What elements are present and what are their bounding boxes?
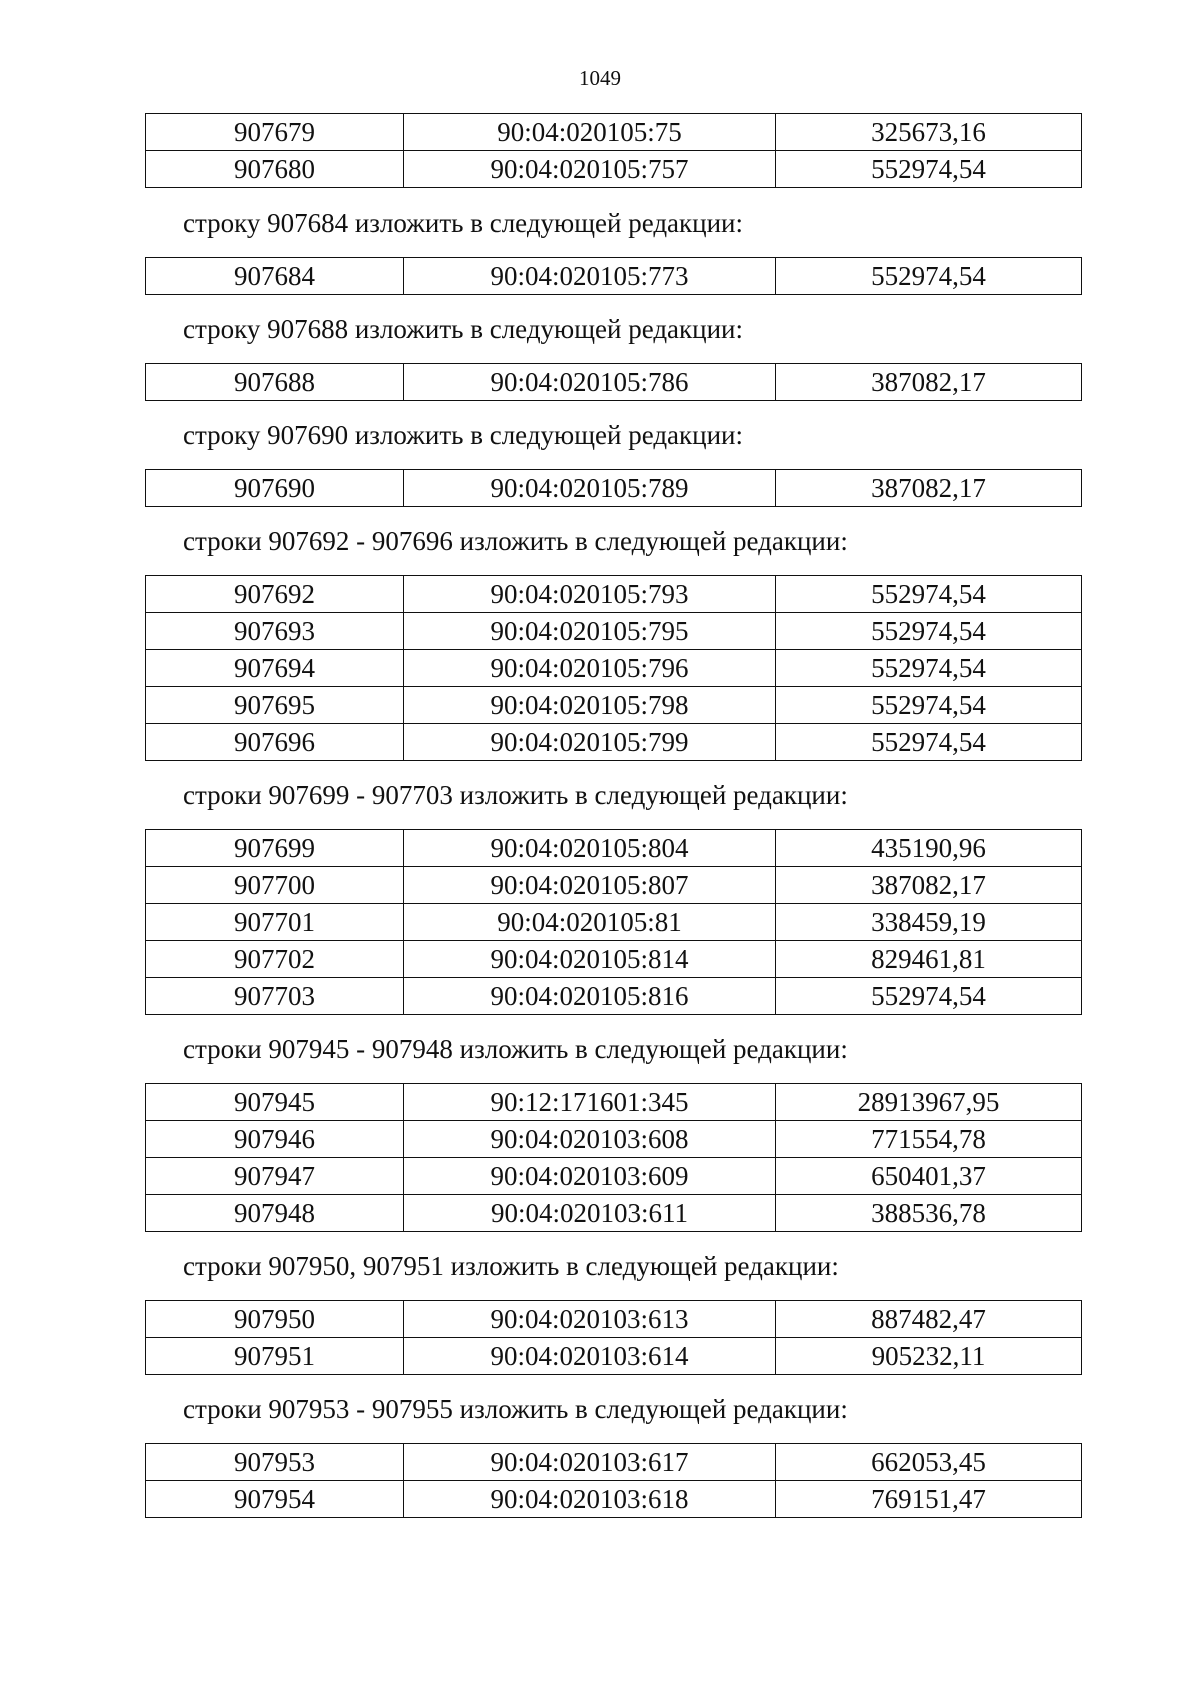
row-number-cell: 907696 <box>146 724 404 761</box>
row-number-cell: 907703 <box>146 978 404 1015</box>
row-number-cell: 907950 <box>146 1301 404 1338</box>
records-table <box>145 469 1082 507</box>
value-cell: 338459,19 <box>776 904 1082 941</box>
value-cell: 650401,37 <box>776 1158 1082 1195</box>
table-row <box>146 364 1082 401</box>
table-row <box>146 1481 1082 1518</box>
value-cell: 552974,54 <box>776 613 1082 650</box>
row-number-cell: 907690 <box>146 470 404 507</box>
cadastral-number-cell: 90:04:020105:773 <box>404 258 776 295</box>
value-cell: 905232,11 <box>776 1338 1082 1375</box>
cadastral-number-cell: 90:04:020105:814 <box>404 941 776 978</box>
row-number-cell: 907688 <box>146 364 404 401</box>
row-number-cell: 907680 <box>146 151 404 188</box>
table-row <box>146 1158 1082 1195</box>
amendment-block <box>145 420 1081 507</box>
value-cell: 325673,16 <box>776 114 1082 151</box>
row-number-cell: 907693 <box>146 613 404 650</box>
cadastral-number-cell: 90:04:020103:609 <box>404 1158 776 1195</box>
amendment-caption: строки 907945 - 907948 изложить в следующей редакции: <box>183 1034 848 1064</box>
table-row <box>146 724 1082 761</box>
cadastral-number-cell: 90:04:020103:611 <box>404 1195 776 1232</box>
table-row <box>146 613 1082 650</box>
amendment-block <box>145 208 1081 295</box>
value-cell: 829461,81 <box>776 941 1082 978</box>
records-table <box>145 829 1082 1015</box>
table-row <box>146 1195 1082 1232</box>
row-number-cell: 907692 <box>146 576 404 613</box>
amendment-block <box>145 526 1081 761</box>
value-cell: 552974,54 <box>776 151 1082 188</box>
row-number-cell: 907953 <box>146 1444 404 1481</box>
cadastral-number-cell: 90:04:020105:798 <box>404 687 776 724</box>
records-table <box>145 1083 1082 1232</box>
value-cell: 387082,17 <box>776 470 1082 507</box>
row-number-cell: 907946 <box>146 1121 404 1158</box>
row-number-cell: 907679 <box>146 114 404 151</box>
table-row <box>146 650 1082 687</box>
cadastral-number-cell: 90:04:020105:793 <box>404 576 776 613</box>
cadastral-number-cell: 90:04:020105:75 <box>404 114 776 151</box>
cadastral-number-cell: 90:04:020105:786 <box>404 364 776 401</box>
records-table <box>145 575 1082 761</box>
amendment-caption: строку 907684 изложить в следующей редакции: <box>183 208 744 238</box>
amendment-block <box>145 314 1081 401</box>
amendment-caption: строку 907690 изложить в следующей редакции: <box>183 420 744 450</box>
cadastral-number-cell: 90:04:020103:608 <box>404 1121 776 1158</box>
row-number-cell: 907954 <box>146 1481 404 1518</box>
amendment-caption: строки 907953 - 907955 изложить в следующей редакции: <box>183 1394 848 1424</box>
table-row <box>146 1301 1082 1338</box>
records-table <box>145 363 1082 401</box>
cadastral-number-cell: 90:04:020105:81 <box>404 904 776 941</box>
value-cell: 552974,54 <box>776 687 1082 724</box>
value-cell: 435190,96 <box>776 830 1082 867</box>
amendment-caption: строку 907688 изложить в следующей редакции: <box>183 314 744 344</box>
table-row <box>146 470 1082 507</box>
amendment-caption: строки 907699 - 907703 изложить в следующей редакции: <box>183 780 848 810</box>
value-cell: 552974,54 <box>776 258 1082 295</box>
amendment-caption: строки 907950, 907951 изложить в следующей редакции: <box>183 1251 839 1281</box>
table-row <box>146 1338 1082 1375</box>
table-row <box>146 1444 1082 1481</box>
cadastral-number-cell: 90:04:020105:757 <box>404 151 776 188</box>
value-cell: 28913967,95 <box>776 1084 1082 1121</box>
records-table <box>145 113 1082 188</box>
table-row <box>146 576 1082 613</box>
cadastral-number-cell: 90:04:020105:804 <box>404 830 776 867</box>
cadastral-number-cell: 90:04:020105:807 <box>404 867 776 904</box>
amendment-block <box>145 1034 1081 1232</box>
value-cell: 552974,54 <box>776 650 1082 687</box>
value-cell: 552974,54 <box>776 978 1082 1015</box>
amendment-block <box>145 1251 1081 1375</box>
table-row <box>146 941 1082 978</box>
cadastral-number-cell: 90:04:020103:613 <box>404 1301 776 1338</box>
value-cell: 769151,47 <box>776 1481 1082 1518</box>
cadastral-number-cell: 90:12:171601:345 <box>404 1084 776 1121</box>
cadastral-number-cell: 90:04:020105:799 <box>404 724 776 761</box>
value-cell: 771554,78 <box>776 1121 1082 1158</box>
row-number-cell: 907699 <box>146 830 404 867</box>
value-cell: 552974,54 <box>776 724 1082 761</box>
table-row <box>146 114 1082 151</box>
value-cell: 388536,78 <box>776 1195 1082 1232</box>
row-number-cell: 907701 <box>146 904 404 941</box>
row-number-cell: 907694 <box>146 650 404 687</box>
cadastral-number-cell: 90:04:020105:789 <box>404 470 776 507</box>
row-number-cell: 907684 <box>146 258 404 295</box>
table-row <box>146 1084 1082 1121</box>
row-number-cell: 907945 <box>146 1084 404 1121</box>
row-number-cell: 907702 <box>146 941 404 978</box>
table-row <box>146 867 1082 904</box>
cadastral-number-cell: 90:04:020105:816 <box>404 978 776 1015</box>
value-cell: 387082,17 <box>776 867 1082 904</box>
records-table <box>145 257 1082 295</box>
row-number-cell: 907951 <box>146 1338 404 1375</box>
row-number-cell: 907948 <box>146 1195 404 1232</box>
table-row <box>146 904 1082 941</box>
amendment-block <box>145 1394 1081 1518</box>
table-row <box>146 687 1082 724</box>
cadastral-number-cell: 90:04:020105:796 <box>404 650 776 687</box>
row-number-cell: 907700 <box>146 867 404 904</box>
table-row <box>146 978 1082 1015</box>
records-table <box>145 1300 1082 1375</box>
records-table <box>145 1443 1082 1518</box>
value-cell: 552974,54 <box>776 576 1082 613</box>
cadastral-number-cell: 90:04:020103:617 <box>404 1444 776 1481</box>
table-row <box>146 830 1082 867</box>
table-row <box>146 258 1082 295</box>
cadastral-number-cell: 90:04:020103:614 <box>404 1338 776 1375</box>
value-cell: 887482,47 <box>776 1301 1082 1338</box>
value-cell: 387082,17 <box>776 364 1082 401</box>
amendment-block <box>145 780 1081 1015</box>
amendment-block <box>145 113 1081 188</box>
row-number-cell: 907695 <box>146 687 404 724</box>
page-number: 1049 <box>579 66 621 90</box>
table-row <box>146 151 1082 188</box>
document-content <box>145 113 1081 1518</box>
table-row <box>146 1121 1082 1158</box>
value-cell: 662053,45 <box>776 1444 1082 1481</box>
cadastral-number-cell: 90:04:020105:795 <box>404 613 776 650</box>
amendment-caption: строки 907692 - 907696 изложить в следующей редакции: <box>183 526 848 556</box>
row-number-cell: 907947 <box>146 1158 404 1195</box>
cadastral-number-cell: 90:04:020103:618 <box>404 1481 776 1518</box>
